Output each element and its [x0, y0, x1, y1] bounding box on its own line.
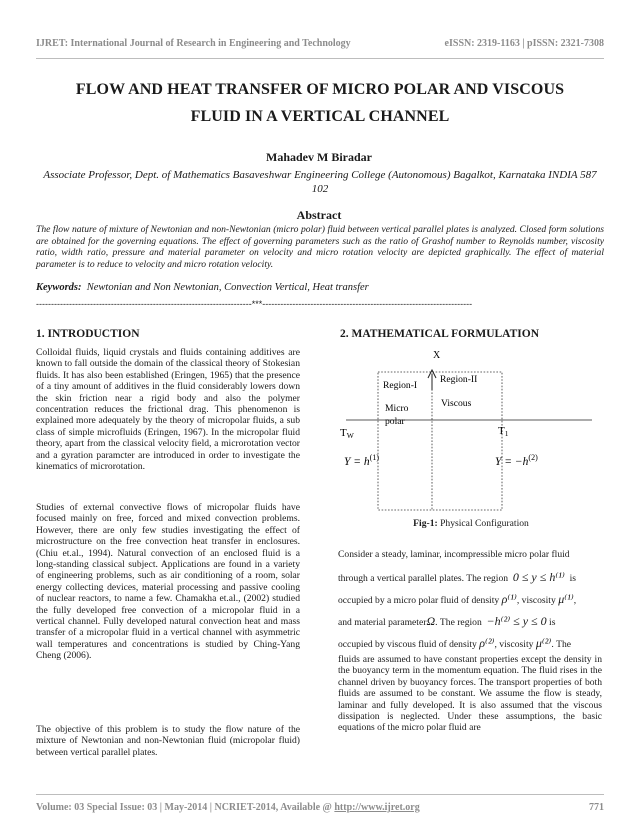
intro-paragraph-3: The objective of this problem is to study the flow nature of the mixture of Newtonian and non-Newtonian fluid (micropolar fluid) between vertical parallel plates.	[36, 724, 300, 758]
section-heading-formulation: 2. MATHEMATICAL FORMULATION	[340, 328, 540, 340]
keywords-label: Keywords:	[36, 282, 82, 293]
left-wall-equation: $Y = h^{(1)}$	[344, 453, 379, 468]
right-wall-temperature: T1	[498, 425, 509, 438]
region-2-label: Region-II	[440, 374, 478, 385]
abstract-text: The flow nature of mixture of Newtonian and non-Newtonian (micro polar) fluid between vertical parallel plates is analyzed. Closed form solutions are obtained for the governing equations. The effect of governing parameters such as the ratio of Grashof number to Reynolds number, viscosity ratio, width ratio, pressure and material parameter on velocity and micro rotation velocity are depicted graphically. The effect of material parameter is to reduce to velocity and micro rotation velocity.	[36, 224, 604, 270]
running-footer	[36, 802, 604, 813]
formulation-line-3: occupied by a micro polar fluid of density ρ⁽¹⁾, viscosity μ⁽¹⁾,	[338, 592, 577, 606]
region-1-desc-2: polar	[385, 416, 405, 427]
footer-volume: Volume: 03 Special Issue: 03 | May-2014 | NCRIET-2014, Available @ http://www.ijret.org	[36, 802, 420, 813]
channel-outline	[378, 372, 502, 510]
formulation-line-2: through a vertical parallel plates. The region 0 ≤ y ≤ h⁽¹⁾ is	[338, 570, 577, 584]
abstract-heading: Abstract	[296, 208, 342, 222]
left-wall-temperature: TW	[340, 427, 354, 440]
region-2-desc: Viscous	[441, 398, 472, 409]
right-wall-equation: $Y = -h^{(2)}$	[495, 453, 538, 468]
author: Mahadev M Biradar	[266, 150, 372, 164]
keywords-text: Newtonian and Non Newtonian, Convection Vertical, Heat transfer	[86, 282, 369, 293]
physical-configuration-figure	[340, 350, 602, 510]
paper-title	[36, 76, 604, 130]
x-axis-label: X	[433, 350, 441, 361]
title-line-2: FLUID IN A VERTICAL CHANNEL	[190, 108, 450, 125]
affiliation: Associate Professor, Dept. of Mathematics Basaveshwar Engineering College (Autonomous) Bagalkot, Karnataka INDIA 587 102	[43, 169, 597, 195]
separator: ------------------------------------------------------------------------***----------------------------------------------------------------------	[36, 299, 473, 309]
footer-rule	[36, 794, 604, 795]
section-heading-introduction: 1. INTRODUCTION	[36, 328, 140, 340]
journal-website-link[interactable]: http://www.ijret.org	[334, 802, 420, 813]
intro-paragraph-2: Studies of external convective flows of micropolar fluids have focused mainly on free, forced and mixed convection problems. However, there are only few studies investigating the effect of microstructure on the free convection heat transfer in enclosures. (Chiu et.al., 1994). Natural convection of an enclosed fluid is a long-standing classical subject. Applications are found in a variety of engineering problems, such as air conditioning of a room, solar energy collecting devices, material processing and passive cooling of nuclear reactors, to name a few. Chamakha et.al., (2002) studied the fully developed free convection of a micropolar fluid in a vertical channel. Fully developed natural convection heat and mass transfer of a micropolar fluid in a vertical channel with asymmetric wall temperatures and concentrations is studied by Ching-Yang Cheng (2006).	[36, 502, 300, 662]
formulation-line-1: Consider a steady, laminar, incompressible micro polar fluid	[338, 549, 570, 560]
region-1-label: Region-I	[383, 380, 418, 391]
header-rule	[36, 58, 604, 59]
page-number: 771	[589, 802, 604, 813]
formulation-paragraph	[338, 544, 602, 734]
keywords	[36, 282, 604, 293]
figure-caption-label: Fig-1:	[413, 518, 438, 529]
title-line-1: FLOW AND HEAT TRANSFER OF MICRO POLAR AND VISCOUS	[75, 81, 565, 98]
running-header	[36, 38, 604, 49]
journal-name: IJRET: International Journal of Research in Engineering and Technology	[36, 38, 351, 49]
formulation-line-5: occupied by viscous fluid of density ρ⁽²⁾, viscosity μ⁽²⁾. The	[338, 636, 572, 650]
issn: eISSN: 2319-1163 | pISSN: 2321-7308	[444, 38, 604, 49]
formulation-remaining-text: fluids are assumed to have constant properties except the density in the buoyancy term in the momentum equation. The fluid rises in the channel driven by buoyancy forces. The transport properties of both fluids are assumed to be constant. We assume the flow is steady, laminar and fully developed. It is also assumed that the viscous dissipation is neglected. Under these assumptions, the basic equations of the micro polar fluid are	[338, 654, 602, 734]
figure-caption	[340, 518, 602, 529]
region-1-desc-1: Micro	[385, 403, 409, 414]
figure-caption-text: Physical Configuration	[440, 518, 529, 529]
formulation-line-4: and material parameterΩ. The region −h⁽²⁾ ≤ y ≤ 0 is	[338, 614, 556, 628]
intro-paragraph-1: Colloidal fluids, liquid crystals and fluids containing additives are known to fall outside the domain of the classical theory of Stokesian fluids. It has also been established (Eringen, 1965) that the presence of a tiny amount of additives in the fluid considerably lowers down the skin friction near a rigid body and also the polymer concentration reduces the frictional drag. This phenomenon is explained more adequately by the theory of micropolar fluids, a sub class of simple microfluids (Eringen, 1967). In the micropolar fluid theory, apart from the classical velocity field, a microrotation vector and a gyration paramcter are introduced in order to investigate the kinematics of microrotation.	[36, 347, 300, 473]
